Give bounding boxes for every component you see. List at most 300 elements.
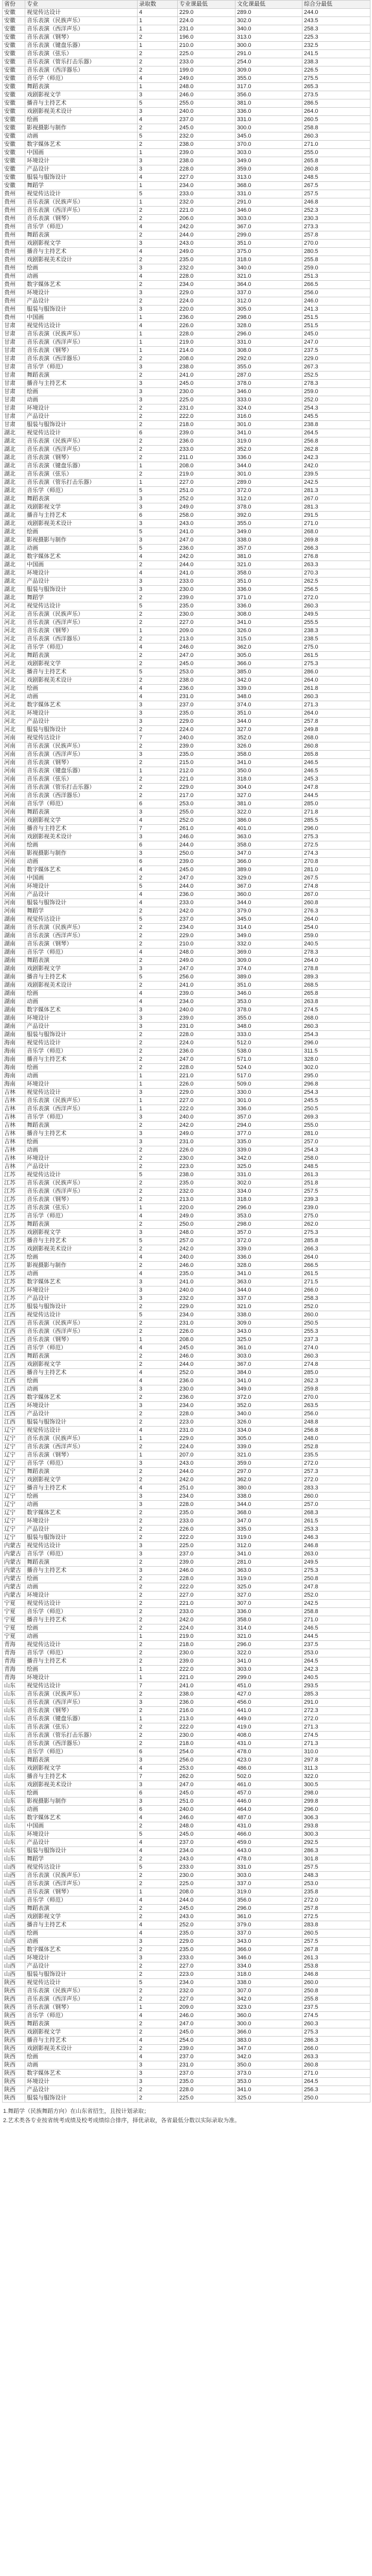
table-row — [3, 1336, 370, 1344]
cell-province: 安徽 — [3, 42, 25, 50]
cell-province: 辽宁 — [3, 1451, 25, 1460]
table-row — [3, 2028, 370, 2037]
cell-province: 江苏 — [3, 1303, 25, 1311]
table-row — [3, 25, 370, 33]
cell-admitted-count: 1 — [138, 1336, 178, 1344]
cell-composite-min: 257.8 — [302, 231, 370, 240]
cell-professional-min: 230.0 — [178, 1385, 235, 1394]
header-composite-min: 综合分最低 — [302, 1, 370, 9]
cell-composite-min: 280.5 — [302, 248, 370, 256]
table-row — [3, 1591, 370, 1600]
cell-province: 安徽 — [3, 132, 25, 141]
cell-admitted-count: 2 — [138, 446, 178, 454]
cell-major: 播音与主持艺术 — [25, 1484, 138, 1493]
cell-admitted-count: 4 — [138, 1929, 178, 1938]
cell-province: 山西 — [3, 1872, 25, 1880]
cell-culture-min: 305.0 — [235, 1435, 302, 1443]
cell-province: 宁夏 — [3, 1633, 25, 1641]
cell-composite-min: 264.0 — [302, 709, 370, 718]
cell-composite-min: 245.3 — [302, 775, 370, 784]
cell-province: 湖北 — [3, 462, 25, 470]
cell-culture-min: 299.0 — [235, 231, 302, 240]
cell-province: 贵州 — [3, 256, 25, 264]
cell-culture-min: 372.0 — [235, 1394, 302, 1402]
cell-professional-min: 233.0 — [178, 1608, 235, 1616]
cell-major: 音乐表演（西洋声乐） — [25, 1188, 138, 1196]
cell-major: 视觉传达设计 — [25, 429, 138, 437]
cell-composite-min: 274.8 — [302, 883, 370, 891]
cell-major: 环境设计 — [25, 1155, 138, 1163]
cell-culture-min: 302.0 — [235, 1179, 302, 1188]
cell-admitted-count: 3 — [138, 701, 178, 709]
cell-composite-min: 289.3 — [302, 973, 370, 981]
cell-major: 音乐表演（民族声乐） — [25, 198, 138, 207]
cell-culture-min: 335.0 — [235, 1138, 302, 1146]
cell-province: 山东 — [3, 1715, 25, 1723]
cell-culture-min: 338.0 — [235, 1311, 302, 1319]
cell-province: 海南 — [3, 1047, 25, 1056]
cell-culture-min: 346.0 — [235, 990, 302, 998]
cell-professional-min: 228.0 — [178, 1064, 235, 1072]
cell-admitted-count: 5 — [138, 1831, 178, 1839]
cell-composite-min: 243.5 — [302, 17, 370, 25]
cell-major: 中国画 — [25, 874, 138, 883]
cell-major: 产品设计 — [25, 718, 138, 726]
cell-culture-min: 377.0 — [235, 1130, 302, 1138]
table-row — [3, 429, 370, 437]
cell-culture-min: 341.0 — [235, 619, 302, 627]
table-row — [3, 75, 370, 83]
cell-province: 宁夏 — [3, 1624, 25, 1633]
cell-province: 湖北 — [3, 495, 25, 503]
cell-admitted-count: 2 — [138, 907, 178, 916]
cell-admitted-count: 2 — [138, 792, 178, 800]
table-row — [3, 1089, 370, 1097]
cell-major: 音乐表演（钢琴） — [25, 1451, 138, 1460]
table-row — [3, 314, 370, 322]
cell-professional-min: 234.0 — [178, 182, 235, 190]
cell-province: 辽宁 — [3, 1468, 25, 1476]
cell-professional-min: 227.0 — [178, 1962, 235, 1971]
cell-professional-min: 212.0 — [178, 767, 235, 775]
cell-province: 甘肃 — [3, 421, 25, 429]
cell-culture-min: 344.0 — [235, 718, 302, 726]
cell-composite-min: 261.5 — [302, 1270, 370, 1278]
cell-professional-min: 224.0 — [178, 297, 235, 306]
cell-culture-min: 357.0 — [235, 1113, 302, 1122]
table-row — [3, 1122, 370, 1130]
cell-admitted-count: 2 — [138, 50, 178, 58]
cell-admitted-count: 2 — [138, 1723, 178, 1732]
table-row — [3, 1196, 370, 1204]
cell-culture-min: 374.0 — [235, 965, 302, 973]
cell-admitted-count: 1 — [138, 2004, 178, 2012]
cell-province: 安徽 — [3, 124, 25, 132]
cell-professional-min: 206.0 — [178, 215, 235, 223]
cell-culture-min: 321.0 — [235, 1303, 302, 1311]
cell-professional-min: 241.0 — [178, 981, 235, 990]
cell-culture-min: 303.0 — [235, 1872, 302, 1880]
table-row — [3, 718, 370, 726]
cell-professional-min: 232.0 — [178, 1188, 235, 1196]
cell-major: 数字媒体艺术 — [25, 2070, 138, 2078]
cell-province: 安徽 — [3, 174, 25, 182]
table-row — [3, 924, 370, 932]
cell-major: 服装与服饰设计 — [25, 1847, 138, 1855]
cell-professional-min: 262.0 — [178, 1773, 235, 1781]
cell-composite-min: 265.8 — [302, 990, 370, 998]
cell-admitted-count: 2 — [138, 1624, 178, 1633]
cell-composite-min: 246.5 — [302, 759, 370, 767]
cell-composite-min: 246.8 — [302, 1971, 370, 1979]
cell-professional-min: 233.0 — [178, 190, 235, 198]
cell-province: 江苏 — [3, 1286, 25, 1295]
table-row — [3, 446, 370, 454]
cell-culture-min: 292.0 — [235, 355, 302, 363]
cell-province: 陕西 — [3, 2028, 25, 2037]
cell-composite-min: 275.0 — [302, 1212, 370, 1221]
cell-admitted-count: 3 — [138, 2061, 178, 2070]
table-row — [3, 1847, 370, 1855]
cell-composite-min: 247.8 — [302, 784, 370, 792]
table-row — [3, 1863, 370, 1872]
cell-major: 动画 — [25, 1072, 138, 1080]
cell-professional-min: 231.0 — [178, 693, 235, 701]
cell-culture-min: 352.0 — [235, 1402, 302, 1410]
table-row — [3, 1567, 370, 1575]
cell-composite-min: 263.0 — [302, 1550, 370, 1558]
cell-major: 数字媒体艺术 — [25, 141, 138, 149]
cell-admitted-count: 2 — [138, 58, 178, 66]
cell-composite-min: 265.8 — [302, 157, 370, 165]
table-row — [3, 1484, 370, 1493]
table-row — [3, 1311, 370, 1319]
cell-composite-min: 271.0 — [302, 1616, 370, 1624]
cell-major: 音乐表演（钢琴） — [25, 347, 138, 355]
table-row — [3, 149, 370, 157]
cell-professional-min: 217.0 — [178, 792, 235, 800]
cell-major: 音乐表演（管乐打击乐器） — [25, 479, 138, 487]
cell-province: 山西 — [3, 1938, 25, 1946]
cell-major: 音乐表演（西洋声乐） — [25, 25, 138, 33]
cell-composite-min: 310.0 — [302, 1748, 370, 1756]
cell-culture-min: 419.0 — [235, 1723, 302, 1732]
cell-major: 环境设计 — [25, 157, 138, 165]
cell-province: 陕西 — [3, 2045, 25, 2053]
cell-professional-min: 233.0 — [178, 1954, 235, 1962]
cell-professional-min: 215.0 — [178, 759, 235, 767]
cell-admitted-count: 3 — [138, 1278, 178, 1286]
cell-major: 绘画 — [25, 685, 138, 693]
footnote: 1.舞蹈学（民族舞蹈方向）在山东省招生，且按计划录取； — [3, 2108, 150, 2114]
cell-professional-min: 242.0 — [178, 1245, 235, 1253]
cell-admitted-count: 2 — [138, 1262, 178, 1270]
cell-professional-min: 208.0 — [178, 355, 235, 363]
cell-composite-min: 328.0 — [302, 1056, 370, 1064]
cell-province: 甘肃 — [3, 371, 25, 380]
cell-professional-min: 231.0 — [178, 25, 235, 33]
cell-composite-min: 246.8 — [302, 198, 370, 207]
cell-major: 音乐表演（西洋声乐） — [25, 1443, 138, 1451]
cell-admitted-count: 2 — [138, 957, 178, 965]
cell-professional-min: 230.0 — [178, 1872, 235, 1880]
cell-professional-min: 216.0 — [178, 1707, 235, 1715]
cell-professional-min: 238.0 — [178, 1690, 235, 1699]
cell-province: 辽宁 — [3, 1443, 25, 1451]
cell-province: 安徽 — [3, 75, 25, 83]
cell-province: 江苏 — [3, 1179, 25, 1188]
cell-major: 环境设计 — [25, 709, 138, 718]
cell-admitted-count: 2 — [138, 1880, 178, 1888]
cell-admitted-count: 4 — [138, 1270, 178, 1278]
table-row — [3, 668, 370, 676]
cell-major: 音乐表演（西洋声乐） — [25, 751, 138, 759]
cell-province: 甘肃 — [3, 338, 25, 347]
cell-major: 音乐表演（弦乐） — [25, 50, 138, 58]
cell-professional-min: 235.0 — [178, 1946, 235, 1954]
cell-admitted-count: 4 — [138, 273, 178, 281]
cell-composite-min: 283.8 — [302, 1921, 370, 1929]
cell-composite-min: 300.3 — [302, 1831, 370, 1839]
cell-major: 音乐表演（民族声乐） — [25, 1319, 138, 1328]
cell-major: 视觉传达设计 — [25, 1427, 138, 1435]
table-row — [3, 1138, 370, 1146]
cell-admitted-count: 6 — [138, 1748, 178, 1756]
cell-composite-min: 260.5 — [302, 116, 370, 124]
cell-province: 甘肃 — [3, 363, 25, 371]
cell-province: 江西 — [3, 1319, 25, 1328]
cell-province: 陕西 — [3, 2078, 25, 2086]
cell-culture-min: 466.0 — [235, 1831, 302, 1839]
cell-professional-min: 244.0 — [178, 1896, 235, 1905]
cell-professional-min: 210.0 — [178, 940, 235, 948]
cell-composite-min: 256.0 — [302, 1410, 370, 1418]
cell-culture-min: 302.0 — [235, 17, 302, 25]
cell-composite-min: 242.3 — [302, 1666, 370, 1674]
cell-admitted-count: 2 — [138, 981, 178, 990]
cell-professional-min: 239.0 — [178, 2045, 235, 2053]
table-row — [3, 1369, 370, 1377]
cell-major: 动画 — [25, 273, 138, 281]
cell-province: 河南 — [3, 751, 25, 759]
cell-major: 舞蹈学 — [25, 1855, 138, 1863]
cell-professional-min: 225.0 — [178, 1880, 235, 1888]
cell-composite-min: 272.5 — [302, 841, 370, 850]
cell-admitted-count: 2 — [138, 1732, 178, 1740]
cell-major: 音乐表演（西洋器乐） — [25, 635, 138, 643]
footnote: 2.艺术类各专业按省统考成绩及校考成绩综合排序，择优录取，各省最低分数以实际录取为准。 — [3, 2117, 241, 2124]
cell-professional-min: 229.0 — [178, 1089, 235, 1097]
table-row — [3, 1443, 370, 1451]
cell-culture-min: 300.0 — [235, 2020, 302, 2028]
cell-admitted-count: 3 — [138, 578, 178, 586]
cell-composite-min: 272.0 — [302, 594, 370, 602]
cell-admitted-count: 1 — [138, 1888, 178, 1896]
table-body — [3, 9, 370, 2103]
cell-province: 江西 — [3, 1394, 25, 1402]
cell-culture-min: 459.0 — [235, 1839, 302, 1847]
table-row — [3, 1583, 370, 1591]
cell-admitted-count: 3 — [138, 718, 178, 726]
cell-composite-min: 267.5 — [302, 874, 370, 883]
cell-admitted-count: 7 — [138, 1773, 178, 1781]
cell-province: 山西 — [3, 1946, 25, 1954]
cell-culture-min: 321.0 — [235, 1633, 302, 1641]
cell-admitted-count: 4 — [138, 116, 178, 124]
cell-culture-min: 349.0 — [235, 528, 302, 536]
table-row — [3, 116, 370, 124]
cell-major: 产品设计 — [25, 1962, 138, 1971]
cell-composite-min: 322.0 — [302, 1773, 370, 1781]
cell-province: 江苏 — [3, 1221, 25, 1229]
table-row — [3, 619, 370, 627]
cell-major: 戏剧影视文学 — [25, 1229, 138, 1237]
cell-professional-min: 228.0 — [178, 1575, 235, 1583]
table-row — [3, 1097, 370, 1105]
cell-province: 河南 — [3, 784, 25, 792]
cell-composite-min: 311.5 — [302, 1047, 370, 1056]
table-row — [3, 1303, 370, 1311]
table-row — [3, 355, 370, 363]
cell-province: 湖南 — [3, 1023, 25, 1031]
cell-culture-min: 313.0 — [235, 33, 302, 42]
cell-province: 山西 — [3, 1888, 25, 1896]
cell-composite-min: 302.0 — [302, 1064, 370, 1072]
table-row — [3, 825, 370, 833]
cell-province: 安徽 — [3, 25, 25, 33]
cell-professional-min: 196.0 — [178, 33, 235, 42]
cell-composite-min: 264.0 — [302, 916, 370, 924]
cell-major: 视觉传达设计 — [25, 1542, 138, 1550]
table-row — [3, 2086, 370, 2094]
cell-culture-min: 478.0 — [235, 1748, 302, 1756]
cell-culture-min: 331.0 — [235, 1863, 302, 1872]
cell-composite-min: 241.3 — [302, 306, 370, 314]
cell-admitted-count: 2 — [138, 470, 178, 479]
cell-major: 产品设计 — [25, 1410, 138, 1418]
table-row — [3, 1550, 370, 1558]
table-row — [3, 99, 370, 108]
cell-culture-min: 291.0 — [235, 198, 302, 207]
cell-admitted-count: 6 — [138, 841, 178, 850]
cell-culture-min: 443.0 — [235, 1847, 302, 1855]
cell-composite-min: 285.3 — [302, 1690, 370, 1699]
cell-admitted-count: 6 — [138, 1789, 178, 1798]
cell-professional-min: 235.0 — [178, 256, 235, 264]
cell-major: 音乐表演（西洋声乐） — [25, 207, 138, 215]
cell-professional-min: 221.0 — [178, 775, 235, 784]
cell-admitted-count: 2 — [138, 124, 178, 132]
cell-province: 安徽 — [3, 9, 25, 17]
cell-professional-min: 233.0 — [178, 1863, 235, 1872]
cell-major: 音乐表演（钢琴） — [25, 215, 138, 223]
cell-admitted-count: 2 — [138, 1056, 178, 1064]
cell-major: 中国画 — [25, 561, 138, 569]
cell-major: 音乐表演（西洋声乐） — [25, 1880, 138, 1888]
cell-province: 贵州 — [3, 190, 25, 198]
cell-admitted-count: 3 — [138, 520, 178, 528]
cell-major: 音乐表演（键盘乐器） — [25, 767, 138, 775]
cell-culture-min: 298.0 — [235, 314, 302, 322]
cell-culture-min: 360.0 — [235, 2012, 302, 2020]
cell-composite-min: 259.0 — [302, 264, 370, 273]
cell-professional-min: 242.0 — [178, 1616, 235, 1624]
table-row — [3, 1130, 370, 1138]
cell-province: 河南 — [3, 759, 25, 767]
table-row — [3, 866, 370, 874]
cell-composite-min: 245.0 — [302, 330, 370, 338]
table-row — [3, 454, 370, 462]
cell-admitted-count: 1 — [138, 1080, 178, 1089]
cell-composite-min: 230.3 — [302, 215, 370, 223]
cell-composite-min: 248.0 — [302, 1435, 370, 1443]
cell-culture-min: 331.0 — [235, 1171, 302, 1179]
cell-admitted-count: 2 — [138, 1971, 178, 1979]
cell-major: 音乐表演（西洋器乐） — [25, 66, 138, 75]
cell-admitted-count: 3 — [138, 1006, 178, 1014]
cell-culture-min: 374.0 — [235, 701, 302, 709]
cell-admitted-count: 1 — [138, 347, 178, 355]
table-row — [3, 536, 370, 545]
cell-admitted-count: 3 — [138, 586, 178, 594]
cell-admitted-count: 3 — [138, 388, 178, 396]
cell-composite-min: 257.0 — [302, 1501, 370, 1509]
table-row — [3, 1732, 370, 1740]
cell-professional-min: 235.0 — [178, 602, 235, 611]
cell-major: 产品设计 — [25, 1526, 138, 1534]
cell-professional-min: 219.0 — [178, 1633, 235, 1641]
table-row — [3, 1064, 370, 1072]
cell-composite-min: 271.8 — [302, 808, 370, 817]
cell-admitted-count: 1 — [138, 1666, 178, 1674]
cell-professional-min: 249.0 — [178, 503, 235, 512]
cell-professional-min: 224.0 — [178, 1039, 235, 1047]
table-row — [3, 578, 370, 586]
cell-culture-min: 362.0 — [235, 1476, 302, 1484]
cell-composite-min: 253.3 — [302, 1526, 370, 1534]
table-row — [3, 1682, 370, 1690]
cell-professional-min: 221.0 — [178, 1600, 235, 1608]
cell-province: 安徽 — [3, 141, 25, 149]
cell-culture-min: 301.0 — [235, 470, 302, 479]
cell-major: 播音与主持艺术 — [25, 668, 138, 676]
cell-culture-min: 307.0 — [235, 1987, 302, 1995]
cell-province: 辽宁 — [3, 1517, 25, 1526]
cell-professional-min: 252.0 — [178, 1369, 235, 1377]
cell-major: 音乐学（师范） — [25, 75, 138, 83]
cell-professional-min: 241.0 — [178, 1278, 235, 1286]
cell-province: 湖北 — [3, 561, 25, 569]
cell-professional-min: 242.0 — [178, 1122, 235, 1130]
cell-province: 贵州 — [3, 223, 25, 231]
cell-admitted-count: 4 — [138, 1344, 178, 1352]
cell-major: 音乐学（师范） — [25, 487, 138, 495]
cell-professional-min: 234.0 — [178, 1311, 235, 1319]
cell-culture-min: 372.0 — [235, 1237, 302, 1245]
cell-culture-min: 333.0 — [235, 396, 302, 404]
cell-culture-min: 321.0 — [235, 1451, 302, 1460]
cell-province: 贵州 — [3, 306, 25, 314]
table-row — [3, 635, 370, 643]
cell-major: 产品设计 — [25, 1023, 138, 1031]
cell-professional-min: 239.0 — [178, 429, 235, 437]
cell-admitted-count: 2 — [138, 437, 178, 446]
cell-admitted-count: 5 — [138, 1311, 178, 1319]
cell-culture-min: 361.0 — [235, 1344, 302, 1352]
cell-professional-min: 236.0 — [178, 1394, 235, 1402]
cell-admitted-count: 1 — [138, 1105, 178, 1113]
cell-culture-min: 356.0 — [235, 91, 302, 99]
